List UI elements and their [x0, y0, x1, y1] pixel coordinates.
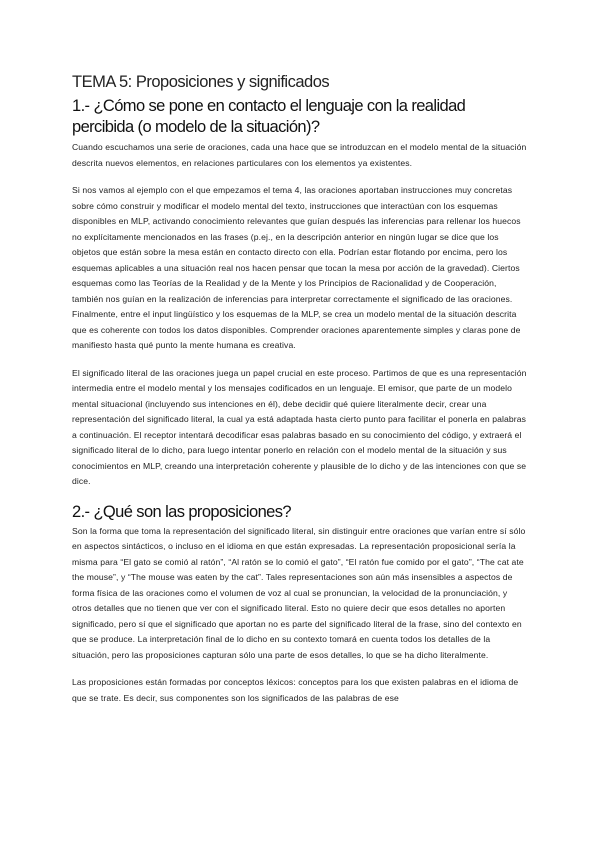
section-1-paragraph-2: Si nos vamos al ejemplo con el que empezamos el tema 4, las oraciones aportaban instrucciones muy concretas sobre cómo construir y modificar el modelo mental del texto, instrucciones que interactúan con los esquemas disponibles en MLP, activando conocimiento relevantes que guían después las inferencias para rellenar los huecos no explícitamente mencionados en las frases (p.ej., en la descripción anterior en ningún lugar se dice que los objetos que están sobre la mesa están en contacto directo con ella. Podrían estar flotando por encima, pero los esquemas aplicables a una situación real nos hacen pensar que tocan la mesa por acción de la gravedad). Ciertos esquemas como las Teorías de la Realidad y de la Mente y los Principios de Racionalidad y de Cooperación, también nos guían en la realización de inferencias para interpretar correctamente el significado de las oraciones. Finalmente, entre el input lingüístico y los esquemas de la MLP, se crea un modelo mental de la situación descrita que es coherente con todos los datos disponibles. Comprender oraciones aparentemente simples y claras pone de manifiesto hasta qué punto la mente humana es creativa.	[72, 185, 521, 350]
document-page	[72, 72, 528, 718]
section-2-paragraph-2: Las proposiciones están formadas por conceptos léxicos: conceptos para los que existen palabras en el idioma de que se trate. Es decir, sus componentes son los significados de las palabras de ese	[72, 677, 519, 703]
section-1	[72, 96, 528, 490]
section-1-paragraph-1: Cuando escuchamos una serie de oraciones, cada una hace que se introduzcan en el modelo mental de la situación descrita nuevos elementos, en relaciones particulares con los elementos ya existentes.	[72, 142, 527, 168]
section-1-heading: 1.- ¿Cómo se pone en contacto el lenguaje con la realidad percibida (o modelo de la situación)?	[72, 97, 466, 136]
document-title: TEMA 5: Proposiciones y significados	[72, 73, 330, 91]
section-1-paragraph-3: El significado literal de las oraciones juega un papel crucial en este proceso. Partimos de que es una representación intermedia entre el modelo mental y los mensajes codificados en un lenguaje. El emisor, que parte de un modelo mental situacional (incluyendo sus intenciones en él), debe decidir qué quiere literalmente decir, crear una representación del significado literal, la cual ya está adaptada hasta cierto punto para facilitar el ponerla en palabras a continuación. El receptor intentará decodificar esas palabras basado en su conocimiento del código, y extraerá el significado literal de lo dicho, para luego intentar ponerlo en relación con el modelo mental de la situación y sus conocimientos en MLP, creando una interpretación coherente y plausible de lo dicho y de las intenciones con que se dice.	[72, 367, 527, 486]
section-2-heading: 2.- ¿Qué son las proposiciones?	[72, 502, 291, 521]
section-2	[72, 502, 528, 707]
section-2-paragraph-1: Son la forma que toma la representación del significado literal, sin distinguir entre oraciones que varían entre sí sólo en aspectos sintácticos, o incluso en el idioma en que están expresadas. La representación proposicional sería la misma para “El gato se comió al ratón”, “Al ratón se lo comió el gato”, “El ratón fue comido por el gato”, “The cat ate the mouse”, y “The mouse was eaten by the cat”. Tales representaciones son aún más insensibles a aspectos de forma física de las oraciones como el volumen de voz al cual se pronuncian, la velocidad de la pronunciación, y otros detalles que no tienen que ver con el significado literal. Esto no quiere decir que esos detalles no aporten significado, pero sí que el significado que aportan no es parte del significado literal de la frase, sino del contexto en que se produce. La interpretación final de lo dicho en su contexto tomará en cuenta todos los detalles de la situación, pero las proposiciones capturan sólo una parte de esos detalles, lo que se ha dicho literalmente.	[72, 525, 526, 660]
